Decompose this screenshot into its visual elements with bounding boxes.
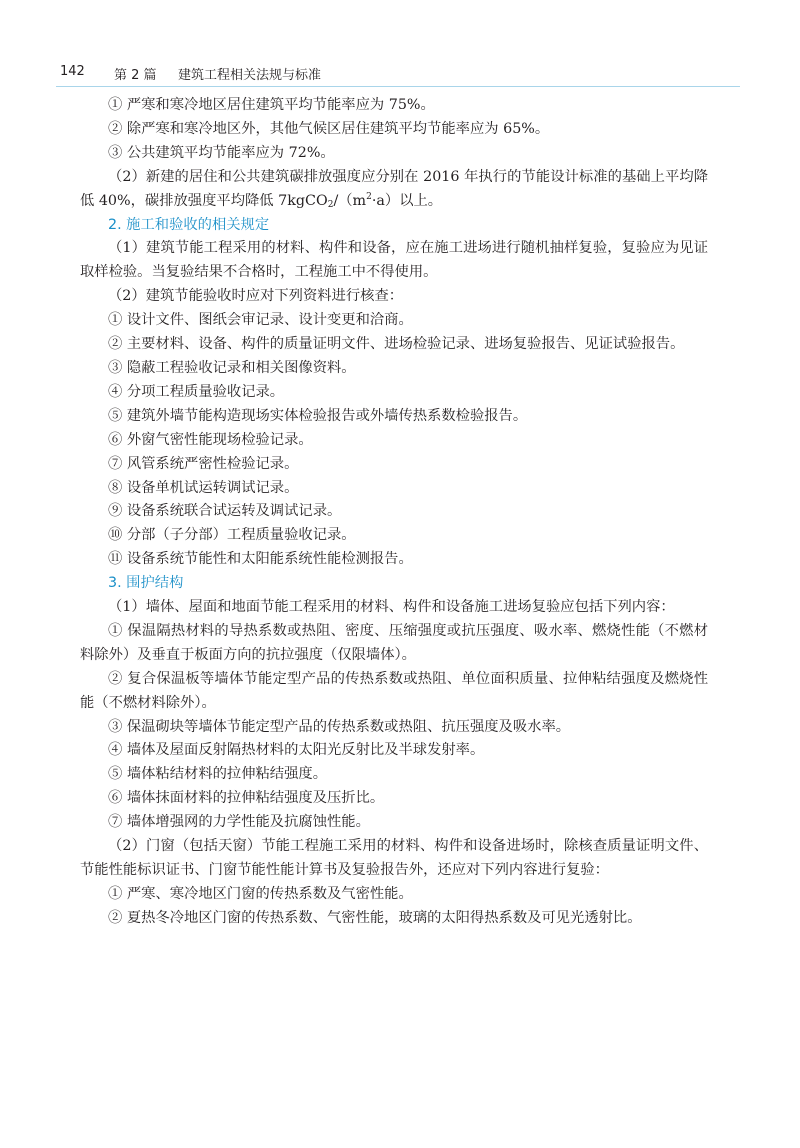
list-item: ⑥ 外窗气密性能现场检验记录。 [108, 431, 313, 448]
list-item: ⑪ 设备系统节能性和太阳能系统性能检测报告。 [108, 551, 413, 568]
list-item: ⑧ 设备单机试运转调试记录。 [108, 479, 299, 496]
chapter-label: 第 2 篇 [114, 68, 157, 83]
list-item: ② 夏热冬冷地区门窗的传热系数、气密性能，玻璃的太阳得热系数及可见光透射比。 [108, 909, 642, 926]
page-body [80, 94, 708, 931]
list-item: ③ 公共建筑平均节能率应为 72%。 [108, 144, 335, 161]
list-item: ③ 保温砌块等墙体节能定型产品的传热系数或热阻、抗压强度及吸水率。 [108, 718, 571, 735]
list-item: ③ 隐蔽工程验收记录和相关图像资料。 [108, 359, 356, 376]
paragraph: （2）建筑节能验收时应对下列资料进行核查： [108, 288, 404, 305]
paragraph-carbon-emission: （2）新建的居住和公共建筑碳排放强度应分别在 2016 年执行的节能设计标准的基础上平均降低 40%，碳排放强度平均降低 $7kgCO_2/(m^2\cdot a)$以上。 [80, 168, 708, 210]
list-item: ⑥ 墙体抹面材料的拉伸粘结强度及压折比。 [108, 790, 385, 807]
paragraph: （2）门窗（包括天窗）节能工程施工采用的材料、构件和设备进场时，除核查质量证明文件、节能性能标识证书、门窗节能性能计算书及复验报告外，还应对下列内容进行复验： [80, 838, 708, 878]
page-header [60, 62, 740, 84]
list-item: ① 严寒、寒冷地区门窗的传热系数及气密性能。 [108, 885, 413, 902]
list-item: ① 严寒和寒冷地区居住建筑平均节能率应为 75%。 [108, 97, 435, 113]
header-divider [56, 86, 740, 87]
list-item: ① 保温隔热材料的导热系数或热阻、密度、压缩强度或抗压强度、吸水率、燃烧性能（不燃材料除外）及垂直于板面方向的抗拉强度（仅限墙体）。 [80, 622, 708, 663]
list-item: ② 除严寒和寒冷地区外，其他气候区居住建筑平均节能率应为 65%。 [108, 120, 550, 137]
list-item: ⑦ 墙体增强网的力学性能及抗腐蚀性能。 [108, 814, 370, 831]
chapter-title: 建筑工程相关法规与标准 [178, 68, 322, 83]
paragraph: （1）墙体、屋面和地面节能工程采用的材料、构件和设备施工进场复验应包括下列内容： [108, 599, 675, 616]
list-item: ④ 分项工程质量验收记录。 [108, 383, 285, 400]
list-item: ⑩ 分部（子分部）工程质量验收记录。 [108, 527, 356, 544]
list-item: ④ 墙体及屋面反射隔热材料的太阳光反射比及半球发射率。 [108, 742, 485, 759]
paragraph: （1）建筑节能工程采用的材料、构件和设备，应在施工进场进行随机抽样复验，复验应为见证取样检验。当复验结果不合格时，工程施工中不得使用。 [80, 240, 708, 281]
list-item: ② 主要材料、设备、构件的质量证明文件、进场检验记录、进场复验报告、见证试验报告。 [108, 336, 685, 353]
page-number: 142 [60, 64, 85, 79]
list-item: ⑨ 设备系统联合试运转及调试记录。 [108, 503, 342, 520]
list-item: ⑦ 风管系统严密性检验记录。 [108, 455, 299, 472]
list-item: ① 设计文件、图纸会审记录、设计变更和洽商。 [108, 312, 413, 329]
list-item: ⑤ 建筑外墙节能构造现场实体检验报告或外墙传热系数检验报告。 [108, 407, 528, 424]
section-heading: 2. 施工和验收的相关规定 [108, 216, 270, 233]
list-item: ⑤ 墙体粘结材料的拉伸粘结强度。 [108, 766, 327, 783]
list-item: ② 复合保温板等墙体节能定型产品的传热系数或热阻、单位面积质量、拉伸粘结强度及燃烧性能（不燃材料除外）。 [80, 670, 708, 711]
section-heading: 3. 围护结构 [108, 575, 184, 592]
